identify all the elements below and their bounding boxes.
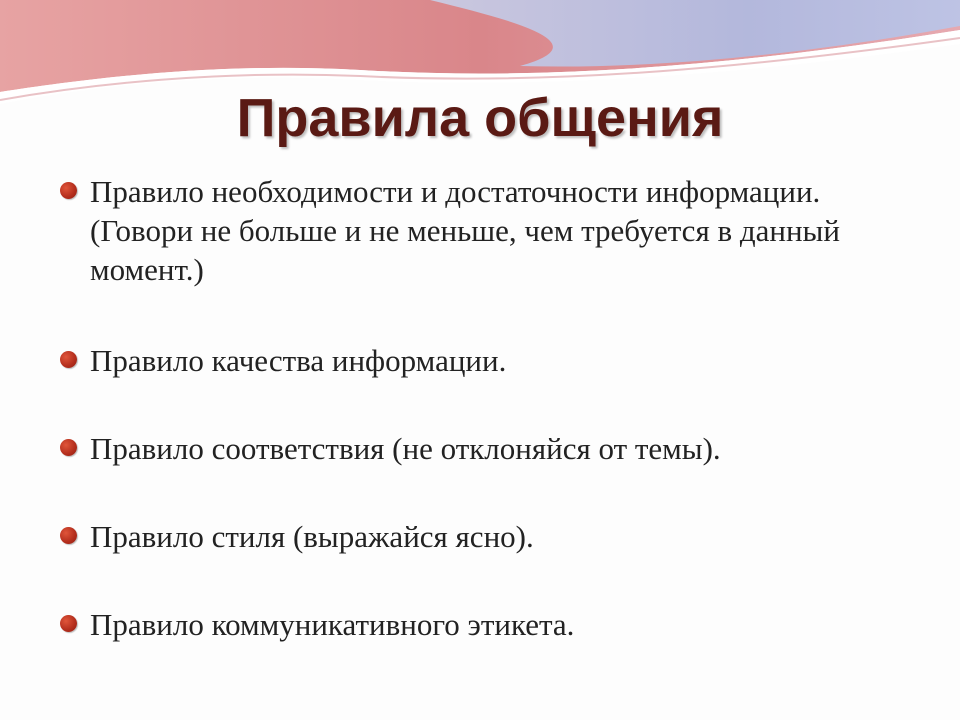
bullet-dot-icon bbox=[60, 182, 77, 199]
list-item bbox=[60, 517, 880, 556]
list-item-text: Правило стиля (выражайся ясно). bbox=[90, 519, 534, 554]
list-item-text: Правило необходимости и достаточности информации. (Говори не больше и не меньше, чем требуется в данный момент.) bbox=[90, 174, 840, 287]
bullet-dot-icon bbox=[60, 439, 77, 456]
list-item bbox=[60, 172, 880, 289]
bullet-dot-icon bbox=[60, 351, 77, 368]
list-item bbox=[60, 429, 880, 468]
list-item bbox=[60, 341, 880, 380]
bullet-dot-icon bbox=[60, 527, 77, 544]
rules-list bbox=[60, 172, 880, 644]
list-item-text: Правило качества информации. bbox=[90, 343, 507, 378]
slide-title: Правила общения bbox=[236, 88, 724, 148]
list-item-text: Правило соответствия (не отклоняйся от темы). bbox=[90, 431, 721, 466]
bullet-dot-icon bbox=[60, 615, 77, 632]
list-item-text: Правило коммуникативного этикета. bbox=[90, 607, 575, 642]
list-item bbox=[60, 605, 880, 644]
